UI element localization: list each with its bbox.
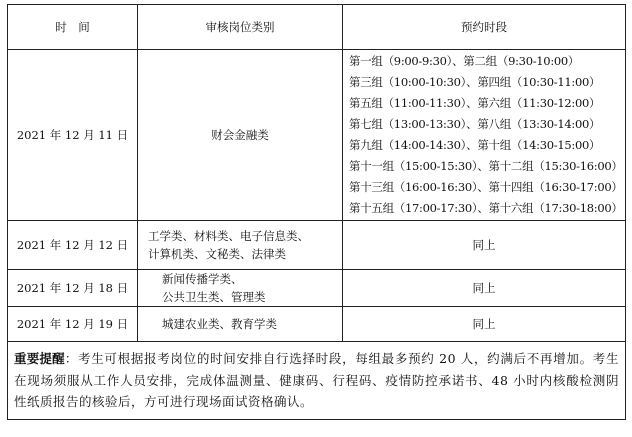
category-line: 公共卫生类、管理类 <box>162 290 266 304</box>
slot-line: 第一组（9:00-9:30）、第二组（9:30-10:00） <box>349 53 580 68</box>
category-line: 财会金融类 <box>211 128 269 142</box>
slot-line: 第十一组（15:00-15:30）、第十二组（15:30-16:00） <box>349 159 623 174</box>
schedule-table <box>7 4 626 342</box>
category-line: 城建农业类、教育学类 <box>162 317 277 331</box>
row-category <box>138 50 343 221</box>
slot-line: 第七组（13:00-13:30）、第八组（13:30-14:00） <box>349 116 601 131</box>
category-line: 新闻传播学类、 <box>162 272 243 286</box>
header-slot: 预约时段 <box>343 5 626 50</box>
table-row <box>8 50 626 221</box>
row-category <box>138 270 343 307</box>
row-date: 2021 年 12 月 11 日 <box>8 50 138 221</box>
note-label: 重要提醒 <box>14 351 65 366</box>
category-line: 工学类、材料类、电子信息类、 <box>148 229 309 243</box>
row-category <box>138 307 343 342</box>
row-same: 同上 <box>343 270 626 307</box>
note-text: ：考生可根据报考岗位的时间安排自行选择时段，每组最多预约 20 人，约满后不再增加。考生在现场须服从工作人员安排，完成体温测量、健康码、行程码、疫情防控承诺书、48 小时内核酸检测阴性纸质报告的核验后，方可进行现场面试资格确认。 <box>14 351 619 409</box>
table-row <box>8 270 626 307</box>
slot-line: 第十五组（17:00-17:30）、第十六组（17:30-18:00） <box>349 201 623 216</box>
table-header-row <box>8 5 626 50</box>
row-same: 同上 <box>343 307 626 342</box>
important-note <box>7 342 626 420</box>
row-slots <box>343 50 626 221</box>
slot-line: 第三组（10:00-10:30）、第四组（10:30-11:00） <box>349 74 601 89</box>
slot-line: 第五组（11:00-11:30）、第六组（11:30-12:00） <box>349 95 601 110</box>
row-date: 2021 年 12 月 19 日 <box>8 307 138 342</box>
header-category: 审核岗位类别 <box>138 5 343 50</box>
row-same: 同上 <box>343 221 626 270</box>
schedule-document <box>7 4 624 420</box>
header-time: 时 间 <box>8 5 138 50</box>
table-row <box>8 307 626 342</box>
row-date: 2021 年 12 月 12 日 <box>8 221 138 270</box>
table-row <box>8 221 626 270</box>
slot-line: 第九组（14:00-14:30）、第十组（14:30-15:00） <box>349 138 601 152</box>
category-line: 计算机类、文秘类、法律类 <box>148 247 286 261</box>
slot-line: 第十三组（16:00-16:30）、第十四组（16:30-17:00） <box>349 180 623 195</box>
row-category <box>138 221 343 270</box>
row-date: 2021 年 12 月 18 日 <box>8 270 138 307</box>
